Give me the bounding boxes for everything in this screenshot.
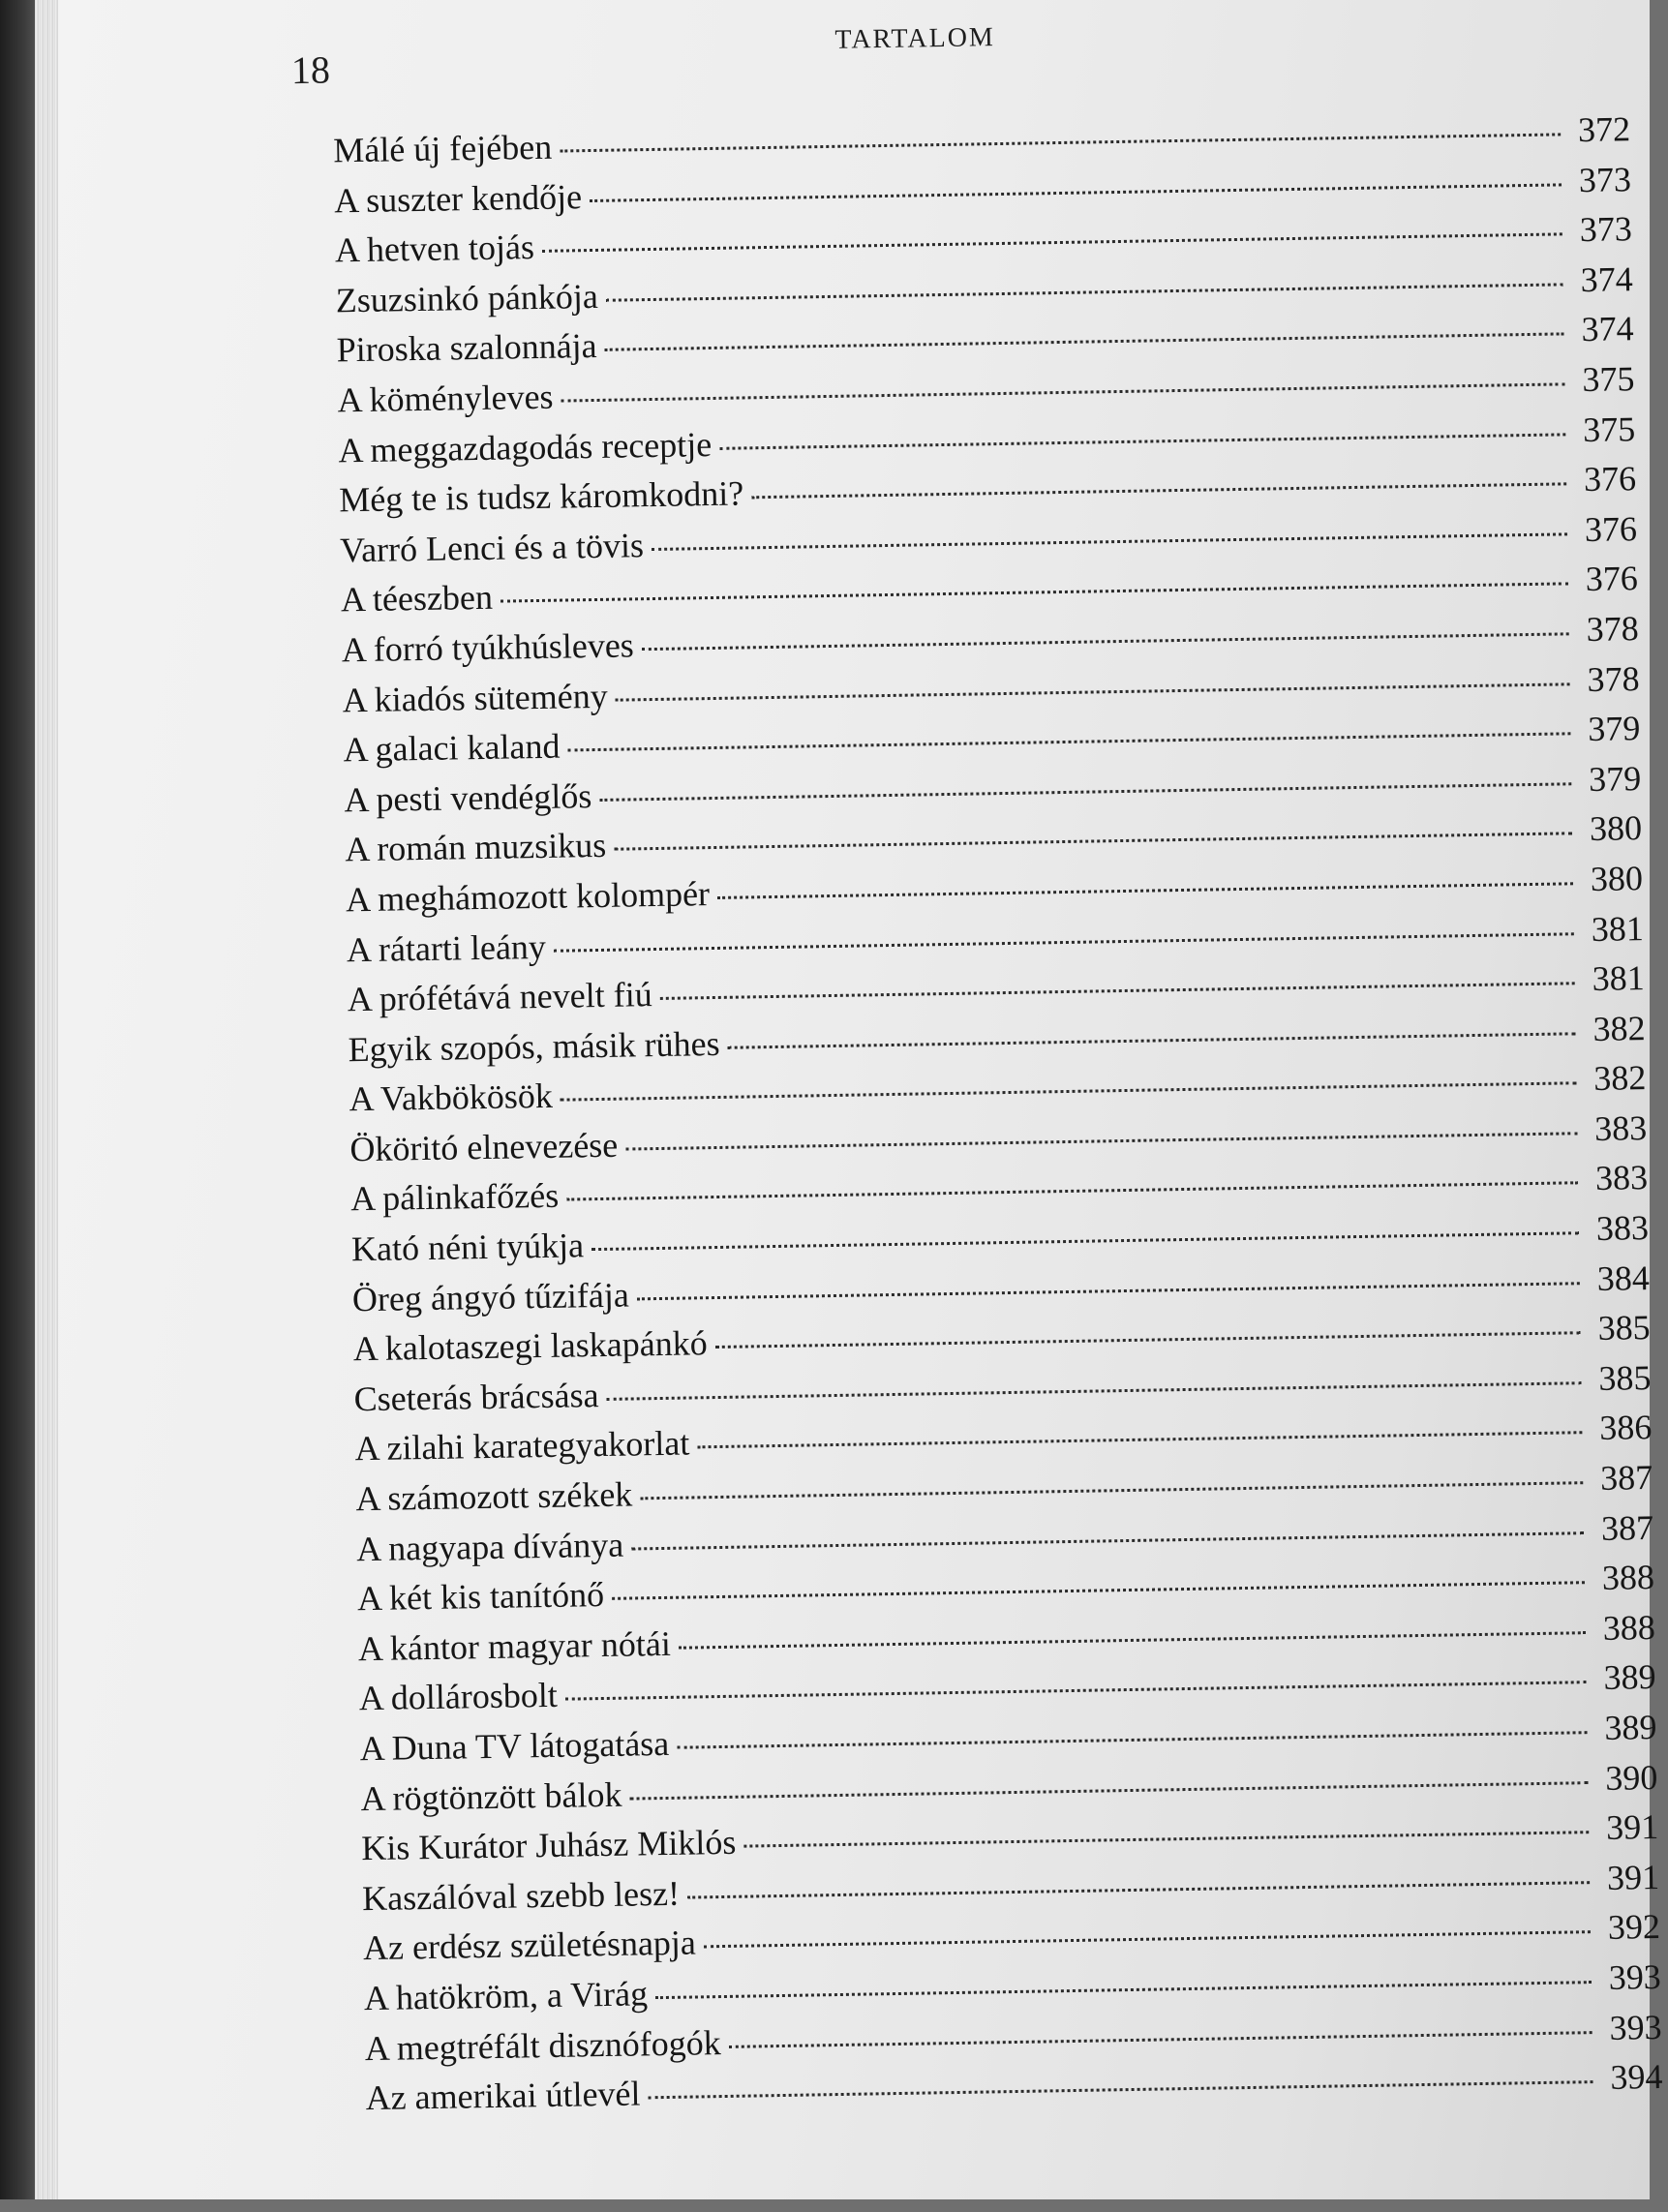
toc-entry-title: A megtréfált disznófogók (364, 2022, 721, 2068)
toc-dot-leader (542, 233, 1562, 253)
toc-entry-page: 374 (1581, 309, 1634, 349)
toc-dot-leader (561, 382, 1565, 402)
toc-entry-title: Zsuzsinkó pánkója (335, 276, 599, 320)
toc-dot-leader (751, 483, 1566, 500)
toc-entry-title: A prófétává nevelt fiú (347, 975, 652, 1019)
toc-dot-leader (561, 1082, 1577, 1102)
toc-entry-page: 392 (1607, 1907, 1661, 1948)
toc-entry-page: 373 (1578, 159, 1632, 199)
toc-dot-leader (605, 333, 1564, 351)
toc-dot-leader (590, 183, 1562, 202)
toc-entry-page: 376 (1584, 508, 1638, 549)
toc-dot-leader (655, 1981, 1592, 1999)
toc-dot-leader (729, 2031, 1592, 2048)
toc-entry-page: 388 (1601, 1558, 1655, 1598)
toc-dot-leader (687, 1881, 1590, 1898)
toc-dot-leader (554, 932, 1574, 952)
toc-entry-title: Ököritó elnevezése (349, 1125, 619, 1169)
toc-entry-title: Öreg ángyó tűzifája (351, 1275, 630, 1318)
page-number: 18 (290, 47, 331, 93)
toc-dot-leader (743, 1831, 1589, 1847)
toc-entry-page: 380 (1590, 859, 1644, 898)
toc-entry-title: A meghámozott kolompér (345, 873, 711, 920)
toc-entry-page: 379 (1588, 758, 1642, 799)
toc-dot-leader (606, 283, 1563, 301)
toc-entry-page: 372 (1577, 109, 1631, 150)
toc-entry-title: Az amerikai útlevél (365, 2074, 641, 2118)
toc-dot-leader (715, 1331, 1581, 1348)
toc-entry-page: 382 (1592, 1008, 1646, 1048)
toc-entry-page: 385 (1597, 1308, 1651, 1348)
toc-dot-leader (637, 1282, 1580, 1300)
toc-dot-leader (625, 1132, 1577, 1150)
toc-entry-page: 393 (1609, 2007, 1662, 2047)
toc-dot-leader (599, 782, 1571, 802)
toc-dot-leader (614, 833, 1572, 851)
toc-entry-title: A galaci kaland (343, 726, 561, 770)
toc-entry-title: A két kis tanítónő (356, 1575, 605, 1619)
toc-entry-page: 383 (1595, 1208, 1650, 1249)
toc-entry-title: A köményleves (337, 377, 554, 420)
toc-dot-leader (640, 1481, 1583, 1500)
toc-entry-page: 382 (1593, 1058, 1647, 1099)
toc-entry-title: A forró tyúkhúsleves (341, 625, 635, 670)
toc-entry-page: 393 (1608, 1956, 1662, 1997)
toc-entry-title: A Duna TV látogatása (359, 1723, 670, 1769)
toc-dot-leader (607, 1381, 1582, 1401)
toc-entry-page: 383 (1594, 1158, 1649, 1198)
toc-dot-leader (591, 1231, 1579, 1251)
toc-dot-leader (565, 1682, 1587, 1701)
toc-dot-leader (719, 433, 1565, 449)
toc-dot-leader (728, 1032, 1576, 1049)
toc-entry-title: A hetven tojás (334, 227, 535, 270)
table-of-contents (333, 108, 1663, 2128)
toc-entry-title: A pálinkafőzés (349, 1176, 560, 1219)
toc-entry-page: 389 (1603, 1657, 1656, 1698)
toc-entry-title: A rögtönzött bálok (360, 1774, 622, 1818)
toc-entry-title: Az erdész születésnapja (362, 1923, 697, 1968)
toc-dot-leader (679, 1631, 1586, 1650)
toc-entry-title: A rátarti leány (346, 926, 547, 969)
toc-dot-leader (717, 882, 1573, 899)
toc-dot-leader (652, 532, 1567, 551)
toc-entry-page: 381 (1591, 908, 1645, 949)
toc-entry-title: Kató néni tyúkja (350, 1226, 585, 1269)
toc-entry-page: 381 (1592, 958, 1645, 999)
toc-entry-title: A kántor magyar nótái (357, 1623, 672, 1669)
toc-entry-page: 390 (1604, 1757, 1658, 1798)
toc-entry-title: A téeszben (340, 578, 494, 620)
toc-entry-page: 383 (1593, 1107, 1648, 1148)
toc-entry-page: 375 (1582, 359, 1635, 400)
toc-entry-page: 389 (1604, 1707, 1657, 1747)
toc-dot-leader (566, 1182, 1578, 1201)
toc-entry-title: A pesti vendéglős (344, 775, 592, 820)
toc-dot-leader (631, 1531, 1584, 1550)
toc-entry-title: A suszter kendője (333, 176, 583, 221)
toc-entry-title: A kalotaszegi laskapánkó (352, 1323, 708, 1369)
toc-dot-leader (567, 732, 1570, 751)
toc-entry-title: A dollárosbolt (358, 1676, 559, 1718)
toc-entry-page: 394 (1610, 2057, 1663, 2097)
toc-entry-page: 378 (1587, 658, 1640, 699)
toc-dot-leader (560, 133, 1561, 152)
book-spine (0, 0, 39, 2199)
toc-entry-page: 385 (1598, 1357, 1652, 1398)
toc-entry-title: A nagyapa díványa (355, 1525, 624, 1568)
toc-dot-leader (629, 1781, 1588, 1800)
toc-entry-title: Piroska szalonnája (336, 326, 597, 370)
toc-entry-page: 374 (1580, 258, 1633, 299)
toc-entry-title: A zilahi karategyakorlat (354, 1423, 690, 1469)
toc-entry-page: 379 (1588, 709, 1641, 749)
toc-dot-leader (677, 1731, 1587, 1749)
toc-entry-title: Málé új fejében (332, 127, 553, 170)
toc-dot-leader (660, 982, 1575, 1000)
toc-dot-leader (500, 583, 1568, 603)
running-header: TARTALOM (834, 22, 996, 55)
toc-entry-page: 378 (1586, 609, 1639, 649)
toc-entry-title: A kiadós sütemény (342, 676, 608, 719)
toc-entry-title: Varró Lenci és a tövis (339, 525, 645, 570)
toc-entry-title: A számozott székek (355, 1474, 633, 1519)
toc-entry-title: A román muzsikus (344, 826, 607, 869)
book-page (58, 0, 1663, 2199)
toc-entry-page: 391 (1605, 1807, 1659, 1848)
toc-entry-title: Még te is tudsz káromkodni? (338, 473, 744, 520)
toc-entry-page: 373 (1579, 209, 1633, 250)
toc-entry-page: 388 (1602, 1607, 1656, 1648)
toc-entry-title: Egyik szopós, másik rühes (348, 1023, 720, 1069)
toc-entry-page: 384 (1596, 1258, 1651, 1298)
toc-dot-leader (616, 682, 1570, 701)
toc-dot-leader (642, 632, 1569, 651)
toc-entry-title: A meggazdagodás receptje (338, 424, 713, 470)
toc-dot-leader (697, 1432, 1582, 1449)
toc-entry-title: Cseterás brácsása (353, 1375, 599, 1419)
toc-entry-title: Kaszálóval szebb lesz! (361, 1873, 681, 1918)
toc-entry-page: 376 (1583, 459, 1637, 500)
toc-entry-page: 391 (1606, 1857, 1660, 1897)
toc-entry-title: Kis Kurátor Juhász Miklós (361, 1822, 737, 1868)
toc-entry-page: 387 (1600, 1507, 1654, 1548)
toc-dot-leader (649, 2080, 1593, 2099)
toc-entry-page: 380 (1589, 808, 1643, 849)
toc-entry-title: A Vakbökösök (349, 1076, 554, 1119)
toc-dot-leader (704, 1931, 1591, 1949)
toc-entry-page: 386 (1599, 1408, 1653, 1448)
toc-entry-title: A hatökröm, a Virág (363, 1974, 649, 2018)
toc-entry-page: 375 (1582, 409, 1636, 449)
toc-entry-page: 387 (1599, 1458, 1653, 1498)
toc-dot-leader (612, 1581, 1585, 1600)
page-content (41, 0, 1668, 2212)
toc-entry-page: 376 (1585, 559, 1639, 599)
